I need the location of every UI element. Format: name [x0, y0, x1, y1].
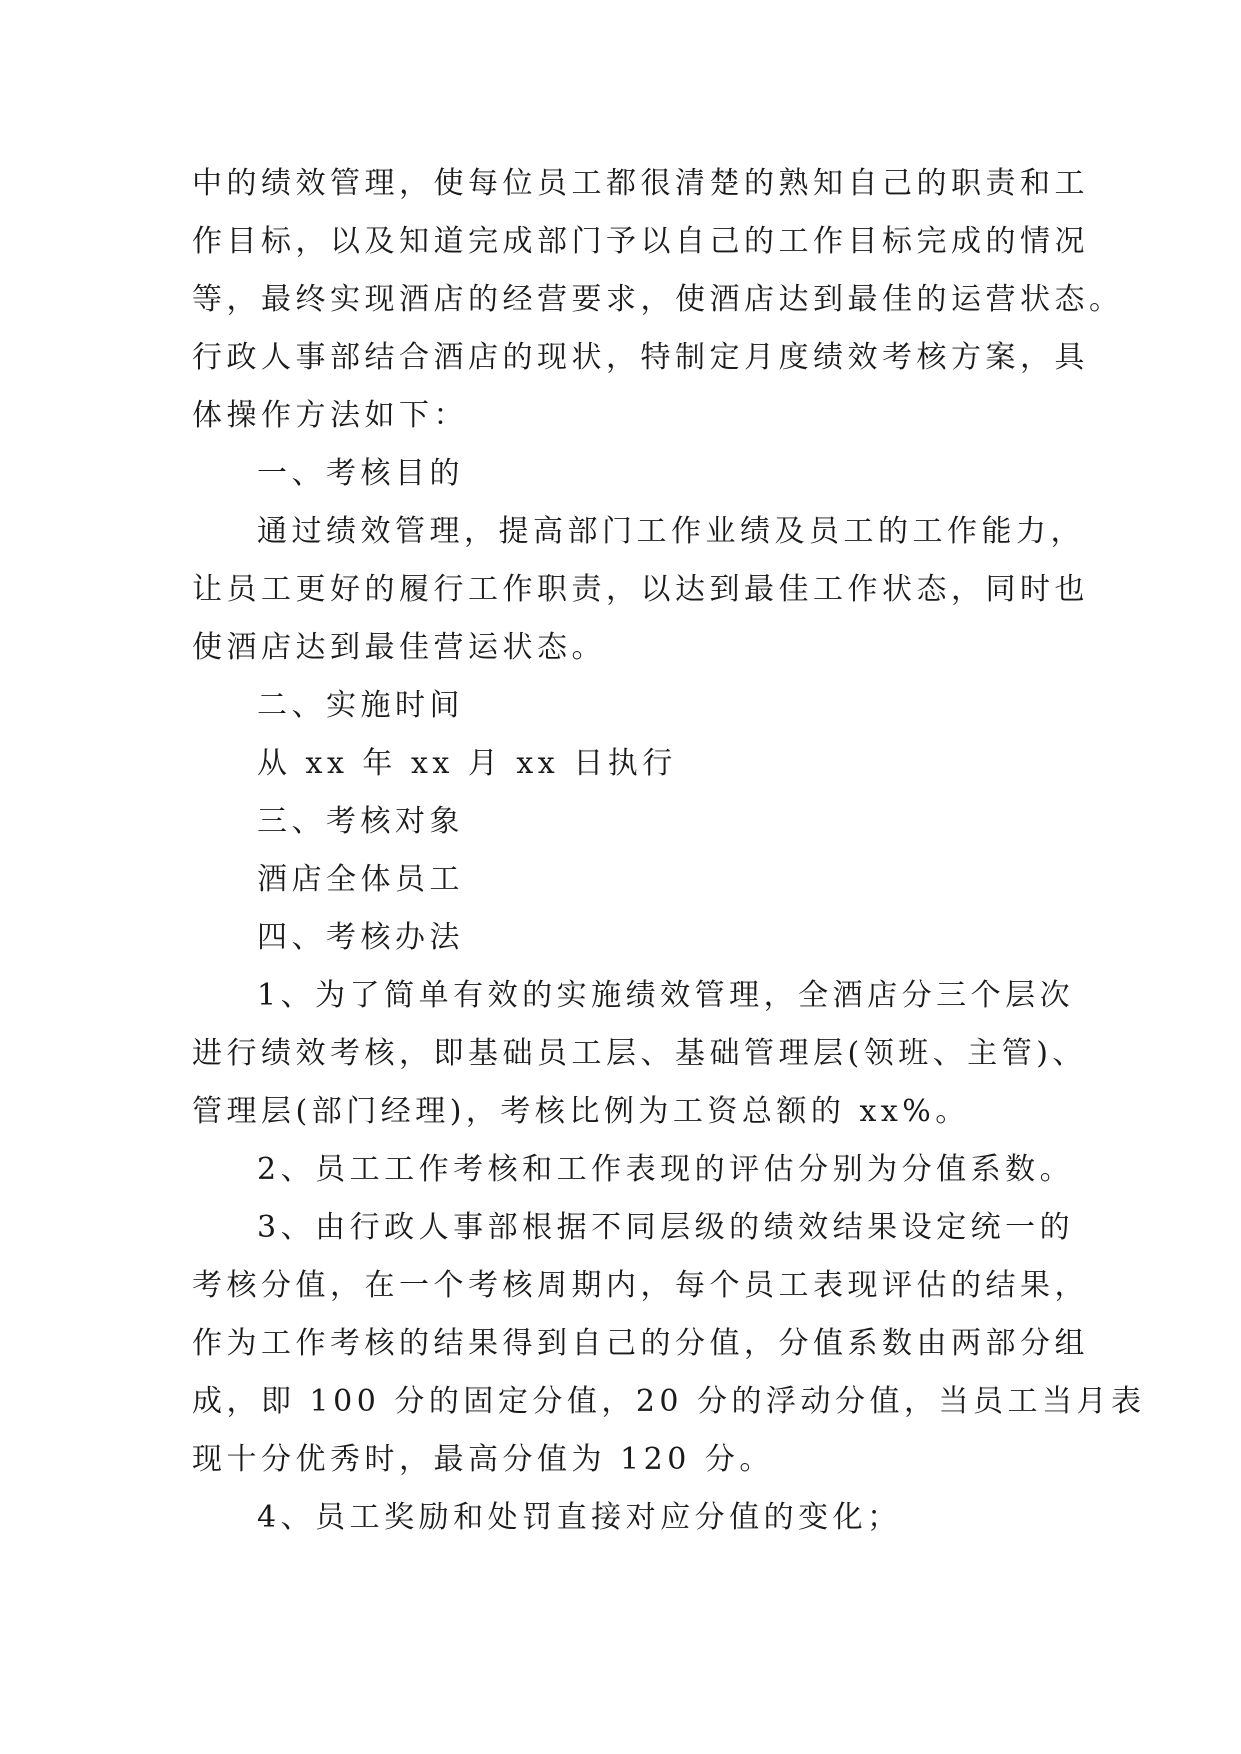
- paragraph-line: 成，即 100 分的固定分值，20 分的浮动分值，当员工当月表: [192, 1384, 1146, 1419]
- list-item-4: 4、员工奖励和处罚直接对应分值的变化；: [257, 1500, 902, 1535]
- paragraph-line: 体操作方法如下：: [192, 398, 468, 433]
- section-heading-purpose: 一、考核目的: [257, 456, 464, 491]
- paragraph-line: 作为工作考核的结果得到自己的分值，分值系数由两部分组: [192, 1326, 1089, 1361]
- paragraph-line: 使酒店达到最佳营运状态。: [192, 630, 606, 665]
- paragraph-line: 考核分值，在一个考核周期内，每个员工表现评估的结果，: [192, 1268, 1089, 1303]
- paragraph-line: 作目标，以及知道完成部门予以自己的工作目标完成的情况: [192, 224, 1089, 259]
- list-item-3: 3、由行政人事部根据不同层级的绩效结果设定统一的: [257, 1210, 1075, 1245]
- list-item-1: 1、为了简单有效的实施绩效管理，全酒店分三个层次: [257, 978, 1075, 1013]
- document-body: [192, 155, 1146, 1547]
- section-heading-method: 四、考核办法: [257, 920, 464, 955]
- section-heading-target: 三、考核对象: [257, 804, 464, 839]
- paragraph-line: 让员工更好的履行工作职责，以达到最佳工作状态，同时也: [192, 572, 1089, 607]
- paragraph-line: 进行绩效考核，即基础员工层、基础管理层(领班、主管)、: [192, 1036, 1087, 1071]
- paragraph-line: 中的绩效管理，使每位员工都很清楚的熟知自己的职责和工: [192, 166, 1089, 201]
- list-item-2: 2、员工工作考核和工作表现的评估分别为分值系数。: [257, 1152, 1075, 1187]
- paragraph-line: 等，最终实现酒店的经营要求，使酒店达到最佳的运营状态。: [192, 282, 1124, 317]
- paragraph-line: 现十分优秀时，最高分值为 120 分。: [192, 1442, 774, 1477]
- paragraph-line: 酒店全体员工: [257, 862, 464, 897]
- section-heading-time: 二、实施时间: [257, 688, 464, 723]
- paragraph-line: 管理层(部门经理)，考核比例为工资总额的 xx%。: [192, 1094, 970, 1129]
- paragraph-line: 通过绩效管理，提高部门工作业绩及员工的工作能力，: [257, 514, 1085, 549]
- paragraph-line: 从 xx 年 xx 月 xx 日执行: [257, 746, 677, 781]
- paragraph-line: 行政人事部结合酒店的现状，特制定月度绩效考核方案，具: [192, 340, 1089, 375]
